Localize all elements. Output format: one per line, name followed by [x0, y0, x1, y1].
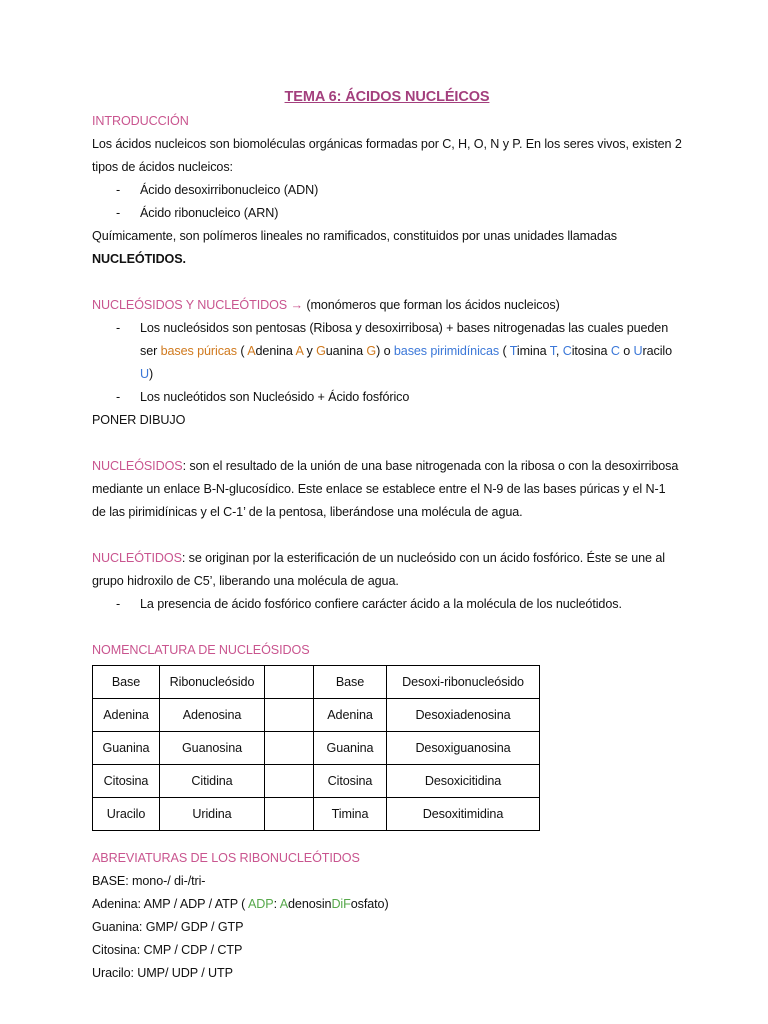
table-cell: [265, 699, 314, 732]
term-label: NUCLEÓSIDOS: [92, 459, 183, 473]
list-item-text: La presencia de ácido fosfórico confiere carácter ácido a la molécula de los nucleótidos.: [140, 597, 622, 611]
section-heading-abreviaturas: ABREVIATURAS DE LOS RIBONUCLEÓTIDOS: [92, 851, 360, 865]
list-item: - La presencia de ácido fosfórico confiere carácter ácido a la molécula de los nucleótidos.: [116, 597, 622, 611]
section-heading-nomenclatura: NOMENCLATURA DE NUCLEÓSIDOS: [92, 643, 310, 657]
table-cell: [265, 798, 314, 831]
note-text: PONER DIBUJO: [92, 413, 186, 427]
list-item: - Ácido ribonucleico (ARN): [116, 206, 279, 220]
nucleosidos-paragraph: NUCLEÓSIDOS: son el resultado de la unión de una base nitrogenada con la ribosa o con la desoxirribosa mediante un enlace B-N-glucosídico. Este enlace se establece entre el N-9 de las bases púricas y el N-1 de las pirimidínicas y el C-1’ de la pentosa, liberándose una molécula de agua.: [92, 459, 679, 519]
table-header-row: [93, 666, 540, 699]
intro-paragraph: Los ácidos nucleicos son biomoléculas orgánicas formadas por C, H, O, N y P. En los seres vivos, existen 2 tipos de ácidos nucleicos:: [92, 137, 682, 174]
table-header-cell: [265, 666, 314, 699]
table-cell: Guanina: [314, 732, 387, 765]
table-cell: Desoxiguanosina: [387, 732, 540, 765]
table-header-cell: Base: [314, 666, 387, 699]
table-row: [93, 798, 540, 831]
table-cell: Adenina: [314, 699, 387, 732]
table-cell: Desoxiadenosina: [387, 699, 540, 732]
table-cell: Citosina: [93, 765, 160, 798]
section-heading-nucleosidos-nucleotidos: NUCLEÓSIDOS Y NUCLEÓTIDOS → (monómeros que forman los ácidos nucleicos): [92, 298, 560, 312]
nucleotidos-paragraph: NUCLEÓTIDOS: se originan por la esterificación de un nucleósido con un ácido fosfórico. Éste se une al grupo hidroxilo de C5’, liberando una molécula de agua.: [92, 551, 665, 588]
list-item: - Los nucleótidos son Nucleósido + Ácido fosfórico: [116, 390, 410, 404]
list-item: - Ácido desoxirribonucleico (ADN): [116, 183, 319, 197]
table-row: [93, 699, 540, 732]
list-item-text: Ácido ribonucleico (ARN): [140, 206, 279, 220]
abbrev-line: Uracilo: UMP/ UDP / UTP: [92, 966, 233, 980]
abbrev-line: Adenina: AMP / ADP / ATP ( ADP: AdenosinDiFosfato): [92, 897, 389, 911]
table-cell: Adenosina: [160, 699, 265, 732]
table-header-cell: Desoxi-ribonucleósido: [387, 666, 540, 699]
intro-paragraph-2: Químicamente, son polímeros lineales no ramificados, constituidos por unas unidades llamadas NUCLEÓTIDOS.: [92, 229, 617, 266]
list-item: - Los nucleósidos son pentosas (Ribosa y desoxirribosa) + bases nitrogenadas las cuales pueden ser bases púricas ( Adenina A y Guanina G) o bases pirimidínicas ( Timina T, Citosina C o Uracilo U): [116, 321, 673, 381]
term-label: NUCLEÓTIDOS: [92, 551, 182, 565]
section-heading-introduccion: INTRODUCCIÓN: [92, 114, 189, 128]
list-item-text: Los nucleósidos son pentosas (Ribosa y desoxirribosa) + bases nitrogenadas las cuales pueden ser bases púricas ( Adenina A y Guanina G) o bases pirimidínicas ( Timina T, Citosina C o Uracilo U): [140, 321, 673, 381]
abbrev-line: Citosina: CMP / CDP / CTP: [92, 943, 243, 957]
table-header-cell: Ribonucleósido: [160, 666, 265, 699]
page-title: TEMA 6: ÁCIDOS NUCLÉICOS: [284, 89, 490, 105]
table-cell: Adenina: [93, 699, 160, 732]
table-cell: Guanosina: [160, 732, 265, 765]
table-cell: Guanina: [93, 732, 160, 765]
table-cell: Uridina: [160, 798, 265, 831]
table-row: [93, 765, 540, 798]
list-item-text: Ácido desoxirribonucleico (ADN): [140, 183, 319, 197]
nomenclature-table: [92, 665, 540, 831]
table-cell: Citidina: [160, 765, 265, 798]
table-cell: Desoxitimidina: [387, 798, 540, 831]
table-cell: [265, 732, 314, 765]
table-cell: Citosina: [314, 765, 387, 798]
table-cell: [265, 765, 314, 798]
list-item-text: Los nucleótidos son Nucleósido + Ácido fosfórico: [140, 390, 410, 404]
table-cell: Desoxicitidina: [387, 765, 540, 798]
bold-term: NUCLEÓTIDOS.: [92, 252, 186, 266]
abbrev-line: BASE: mono-/ di-/tri-: [92, 874, 206, 888]
table-cell: Uracilo: [93, 798, 160, 831]
table-row: [93, 732, 540, 765]
table-header-cell: Base: [93, 666, 160, 699]
abbrev-line: Guanina: GMP/ GDP / GTP: [92, 920, 244, 934]
table-cell: Timina: [314, 798, 387, 831]
document-body: [92, 86, 682, 985]
